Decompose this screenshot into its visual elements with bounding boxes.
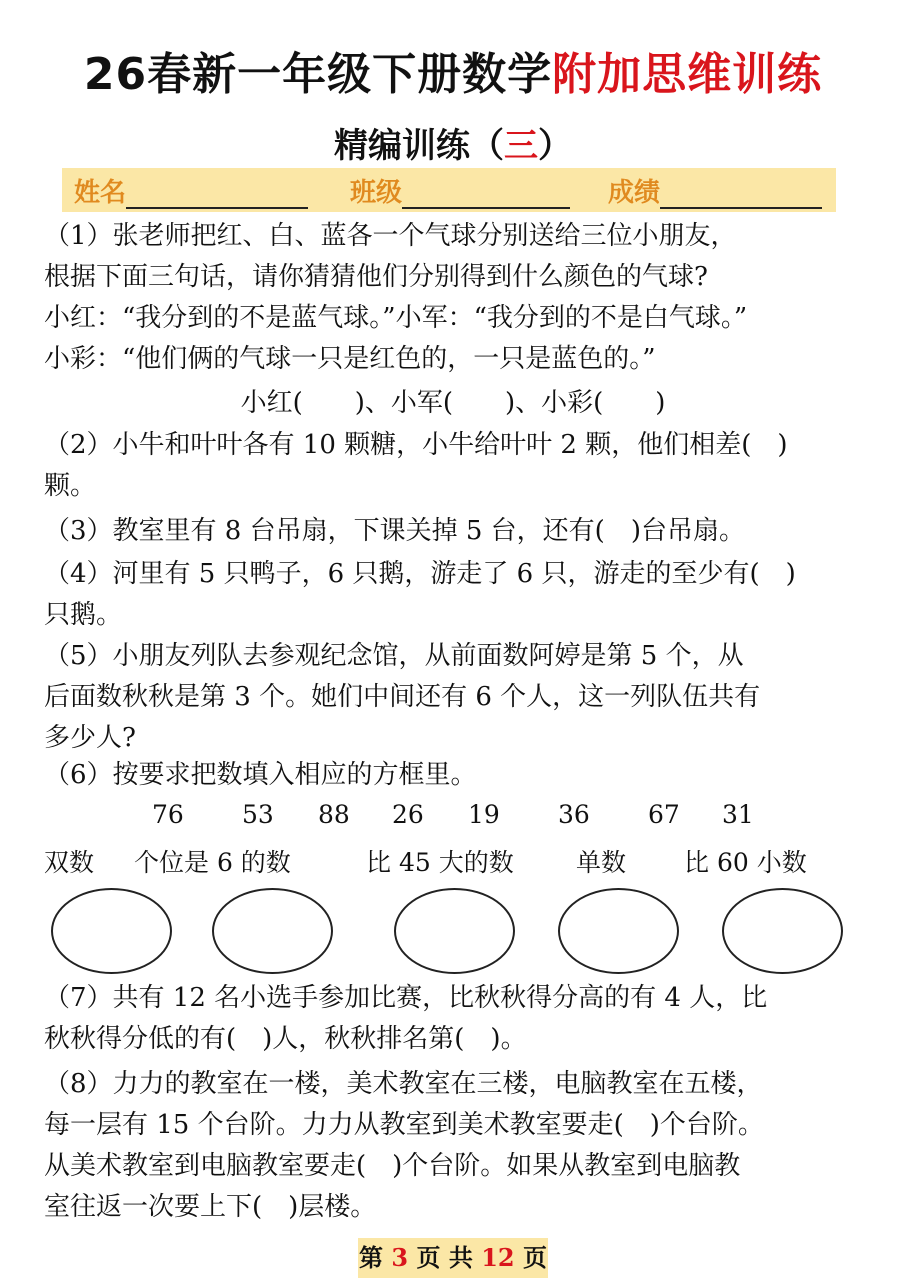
score-label: 成绩: [608, 178, 661, 208]
answer-circle-less-60[interactable]: [722, 888, 843, 974]
page-title: [0, 38, 906, 102]
score-field: [608, 172, 822, 209]
title-red-part: 附加思维训练: [552, 49, 823, 100]
question-8: [44, 1064, 874, 1228]
q7-line-2: 秋秋得分低的有( )人，秋秋排名第( )。: [44, 1024, 527, 1054]
class-label: 班级: [350, 178, 403, 208]
q8-line-4: 室往返一次要上下( )层楼。: [44, 1192, 377, 1222]
question-7: [44, 978, 874, 1060]
question-6: [44, 755, 874, 796]
q3-line-1: （3）教室里有 8 台吊扇，下课关掉 5 台，还有( )台吊扇。: [44, 516, 745, 546]
q2-line-2: 颗。: [44, 471, 97, 501]
q8-line-1: （8）力力的教室在一楼，美术教室在三楼，电脑教室在五楼，: [44, 1069, 763, 1099]
q5-line-1: （5）小朋友列队去参观纪念馆，从前面数阿婷是第 5 个，从: [44, 641, 744, 671]
question-2: [44, 425, 874, 507]
answer-circle-odd[interactable]: [558, 888, 679, 974]
page-subtitle: [0, 118, 906, 167]
name-blank-line[interactable]: [126, 177, 308, 209]
number-19: 19: [468, 800, 500, 829]
number-88: 88: [318, 800, 350, 829]
category-units-six: 个位是 6 的数: [134, 848, 291, 877]
subtitle-post: ）: [538, 126, 572, 166]
answer-circle-greater-45[interactable]: [394, 888, 515, 974]
number-36: 36: [558, 800, 590, 829]
q1-answer-line: 小红( )、小军( )、小彩( ): [240, 388, 666, 418]
answer-circle-units-six[interactable]: [212, 888, 333, 974]
name-field: [74, 172, 308, 209]
number-67: 67: [648, 800, 680, 829]
score-blank-line[interactable]: [660, 177, 822, 209]
current-page-number: 3: [391, 1243, 409, 1272]
subtitle-number: 三: [504, 126, 538, 166]
number-76: 76: [152, 800, 184, 829]
q4-line-2: 只鹅。: [44, 600, 123, 630]
q5-line-3: 多少人?: [44, 723, 136, 753]
student-info-bar: [62, 168, 836, 212]
class-field: [350, 172, 570, 209]
category-greater-45: 比 45 大的数: [366, 848, 514, 877]
footer-post: 页: [522, 1243, 547, 1272]
q5-line-2: 后面数秋秋是第 3 个。她们中间还有 6 个人，这一列队伍共有: [44, 682, 761, 712]
q8-line-2: 每一层有 15 个台阶。力力从教室到美术教室要走( )个台阶。: [44, 1110, 764, 1140]
answer-circle-even[interactable]: [51, 888, 172, 974]
number-26: 26: [392, 800, 424, 829]
question-1: [44, 216, 874, 380]
class-blank-line[interactable]: [402, 177, 570, 209]
q1-line-2: 根据下面三句话，请你猜猜他们分别得到什么颜色的气球?: [44, 262, 708, 292]
q2-line-1: （2）小牛和叶叶各有 10 颗糖，小牛给叶叶 2 颗，他们相差( ): [44, 430, 788, 460]
number-31: 31: [722, 800, 754, 829]
footer-pre: 第: [359, 1243, 384, 1272]
q8-line-3: 从美术教室到电脑教室要走( )个台阶。如果从教室到电脑教: [44, 1151, 741, 1181]
q1-line-3: 小红：“我分到的不是蓝气球。”小军：“我分到的不是白气球。”: [44, 303, 748, 333]
page-indicator: [358, 1238, 548, 1278]
total-page-number: 12: [481, 1243, 515, 1272]
question-5: [44, 636, 874, 759]
question-3: [44, 511, 874, 552]
q1-line-4: 小彩：“他们俩的气球一只是红色的，一只是蓝色的。”: [44, 344, 656, 374]
subtitle-pre: 精编训练（: [334, 126, 504, 166]
q6-line-1: （6）按要求把数填入相应的方框里。: [44, 760, 477, 790]
number-53: 53: [242, 800, 274, 829]
title-black-part: 26春新一年级下册数学: [83, 49, 553, 100]
q4-line-1: （4）河里有 5 只鸭子，6 只鹅，游走了 6 只，游走的至少有( ): [44, 559, 796, 589]
name-label: 姓名: [74, 178, 127, 208]
category-even: 双数: [44, 848, 95, 877]
question-4: [44, 554, 874, 636]
q7-line-1: （7）共有 12 名小选手参加比赛，比秋秋得分高的有 4 人，比: [44, 983, 768, 1013]
q1-line-1: （1）张老师把红、白、蓝各一个气球分别送给三位小朋友，: [44, 221, 737, 251]
category-less-60: 比 60 小数: [684, 848, 807, 877]
category-odd: 单数: [576, 848, 627, 877]
footer-mid: 页 共: [416, 1243, 473, 1272]
